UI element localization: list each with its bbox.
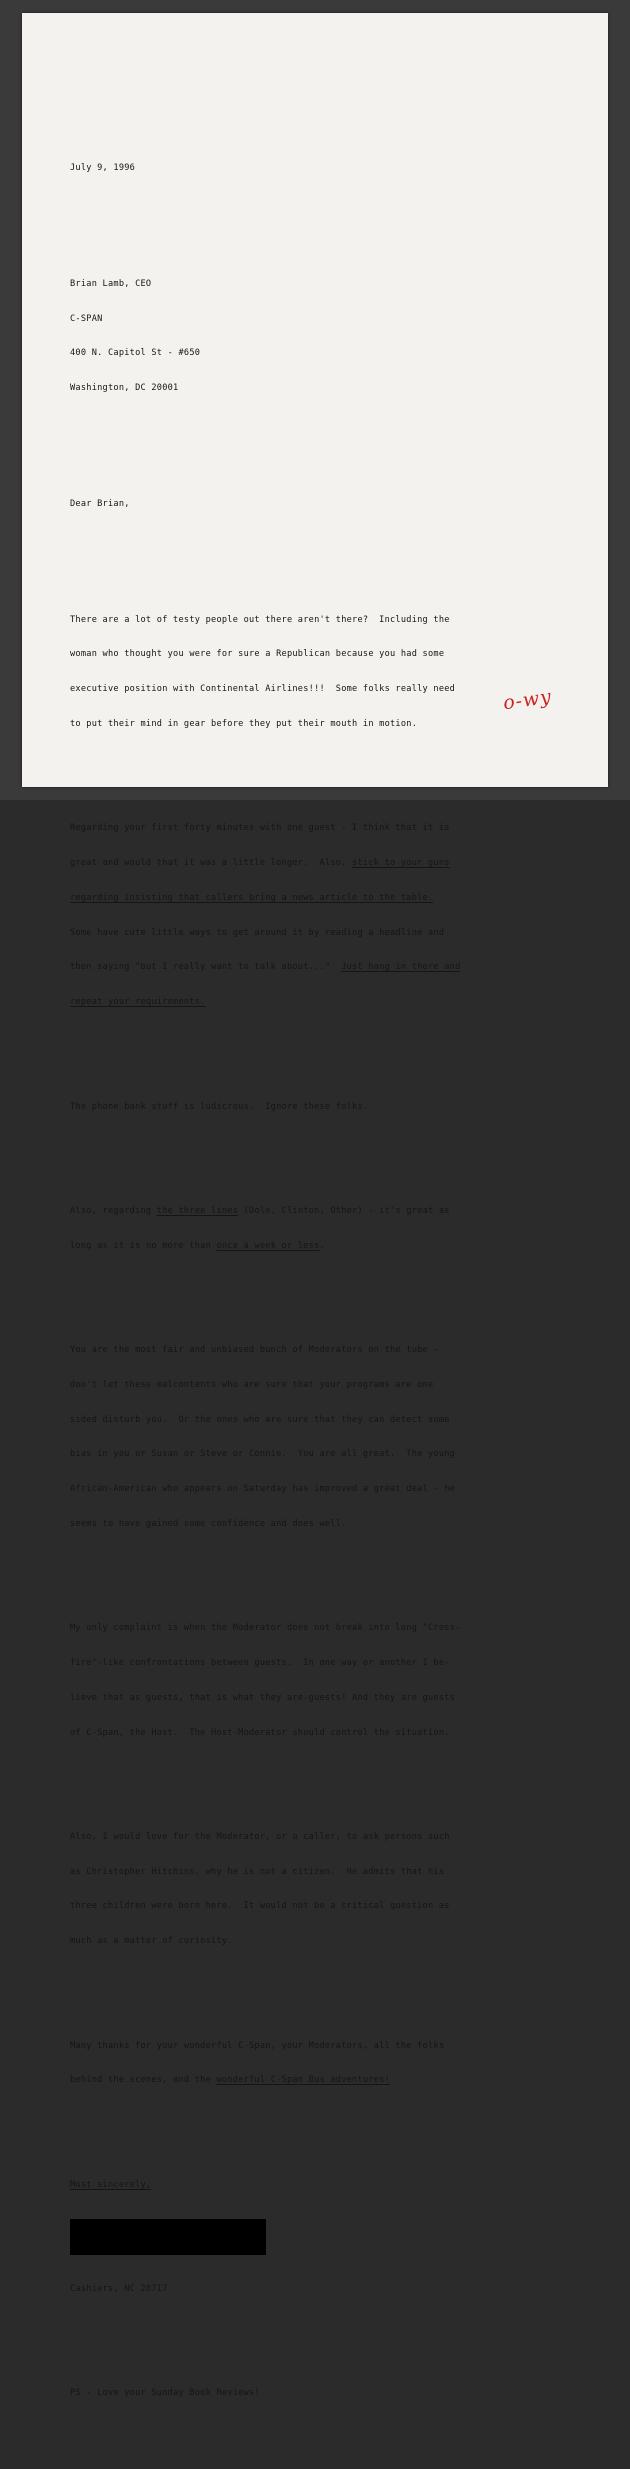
paragraph-line: sided disturb you. Or the ones who are sure that they can detect some (70, 1414, 450, 1425)
redacted-signature-block (70, 2219, 266, 2255)
paragraph-line: of C-Span, the Host. The Host-Moderator should control the situation. (70, 1727, 450, 1738)
letter-date (70, 140, 572, 198)
paragraph-2 (70, 800, 572, 1032)
paragraph-line: don't let these malcontents who are sure that your programs are one (70, 1379, 434, 1390)
paragraph-4 (70, 1183, 572, 1276)
paragraph-text: Regarding your first forty minutes with one guest - I think that it is (70, 823, 450, 834)
paragraph-line: three children were born here. It would not be a critical question as (70, 1901, 450, 1912)
scanned-page (22, 13, 608, 2399)
closing-block (70, 2157, 572, 2319)
letter-body (70, 105, 572, 2469)
paragraph-1 (70, 591, 572, 753)
paragraph-line: Also, regarding the three lines (Dole, Clinton, Other) - it's great as (70, 1205, 450, 1216)
paragraph-line: Many thanks for your wonderful C-Span, your Moderators, all the folks (70, 2040, 445, 2051)
paragraph-line: Also, I would love for the Moderator, or a caller, to ask persons such (70, 1831, 450, 1842)
recipient-line-1: Brian Lamb, CEO (70, 278, 152, 289)
paragraph-6 (70, 1600, 572, 1762)
closing-line: Most sincerely, (70, 2179, 152, 2190)
paragraph-line: The phone bank stuff is ludicrous. Ignore these folks. (70, 1101, 369, 1112)
paragraph-line: behind the scenes, and the wonderful C-Span Bus adventures! (70, 2075, 391, 2086)
paragraph-line: fire"-like confrontations between guests. In one way or another I be- (70, 1658, 450, 1668)
paragraph-line: then saying "but I really want to talk about..." Just hang in there and (70, 962, 461, 973)
recipient-line-4: Washington, DC 20001 (70, 383, 179, 394)
paragraph-line: You are the most fair and unbiased bunch of Moderators on the tube - (70, 1344, 439, 1355)
postscript-line: PS - Love your Sunday Book Reviews! (70, 2388, 260, 2399)
paragraph-5 (70, 1322, 572, 1554)
paragraph-8 (70, 2017, 572, 2110)
paragraph-line: woman who thought you were for sure a Republican because you had some (70, 649, 445, 660)
paragraph-line: seems to have gained some confidence and does well. (70, 1518, 347, 1529)
paragraph-line: My only complaint is when the Moderator does not break into long "Cross- (70, 1623, 461, 1634)
salutation-line: Dear Brian, (70, 498, 130, 509)
paragraph-line: to put their mind in gear before they put their mouth in motion. (70, 718, 418, 729)
paragraph-line: as Christopher Hitchins, why he is not a citizen. He admits that his (70, 1866, 445, 1877)
paragraph-7 (70, 1809, 572, 1971)
paragraph-line: lieve that as guests, that is what they are-guests! And they are guests (70, 1692, 456, 1703)
recipient-line-3: 400 N. Capitol St - #650 (70, 348, 201, 359)
paragraph-line-underlined: regarding insisting that callers bring a news article to the table. (70, 892, 434, 903)
paragraph-line: Some have cute little ways to get around it by reading a headline and (70, 927, 445, 938)
recipient-address (70, 256, 572, 418)
salutation (70, 476, 572, 534)
paragraph-line-underlined: repeat your requirements. (70, 997, 206, 1008)
paragraph-line: much as a matter of curiosity. (70, 1936, 233, 1947)
sender-location: Cashiers, NC 28717 (70, 2283, 168, 2294)
paragraph-3 (70, 1078, 572, 1136)
paragraph-line: African-American who appears on Saturday has improved a great deal - he (70, 1484, 456, 1495)
date-line: July 9, 1996 (70, 162, 136, 173)
paragraph-line (70, 823, 572, 835)
paragraph-line: There are a lot of testy people out there aren't there? Including the (70, 614, 450, 625)
paragraph-line: long as it is no more than once a week or less. (70, 1240, 325, 1251)
paragraph-line: great and would that it was a little longer. Also, stick to your guns (70, 858, 450, 869)
paragraph-line: bias in you or Susan or Steve or Connie. You are all great. The young (70, 1449, 456, 1460)
paragraph-line: executive position with Continental Airlines!!! Some folks really need (70, 684, 456, 695)
handwritten-annotation: o-wy (501, 685, 554, 715)
postscript (70, 2365, 572, 2423)
recipient-line-2: C-SPAN (70, 313, 103, 324)
